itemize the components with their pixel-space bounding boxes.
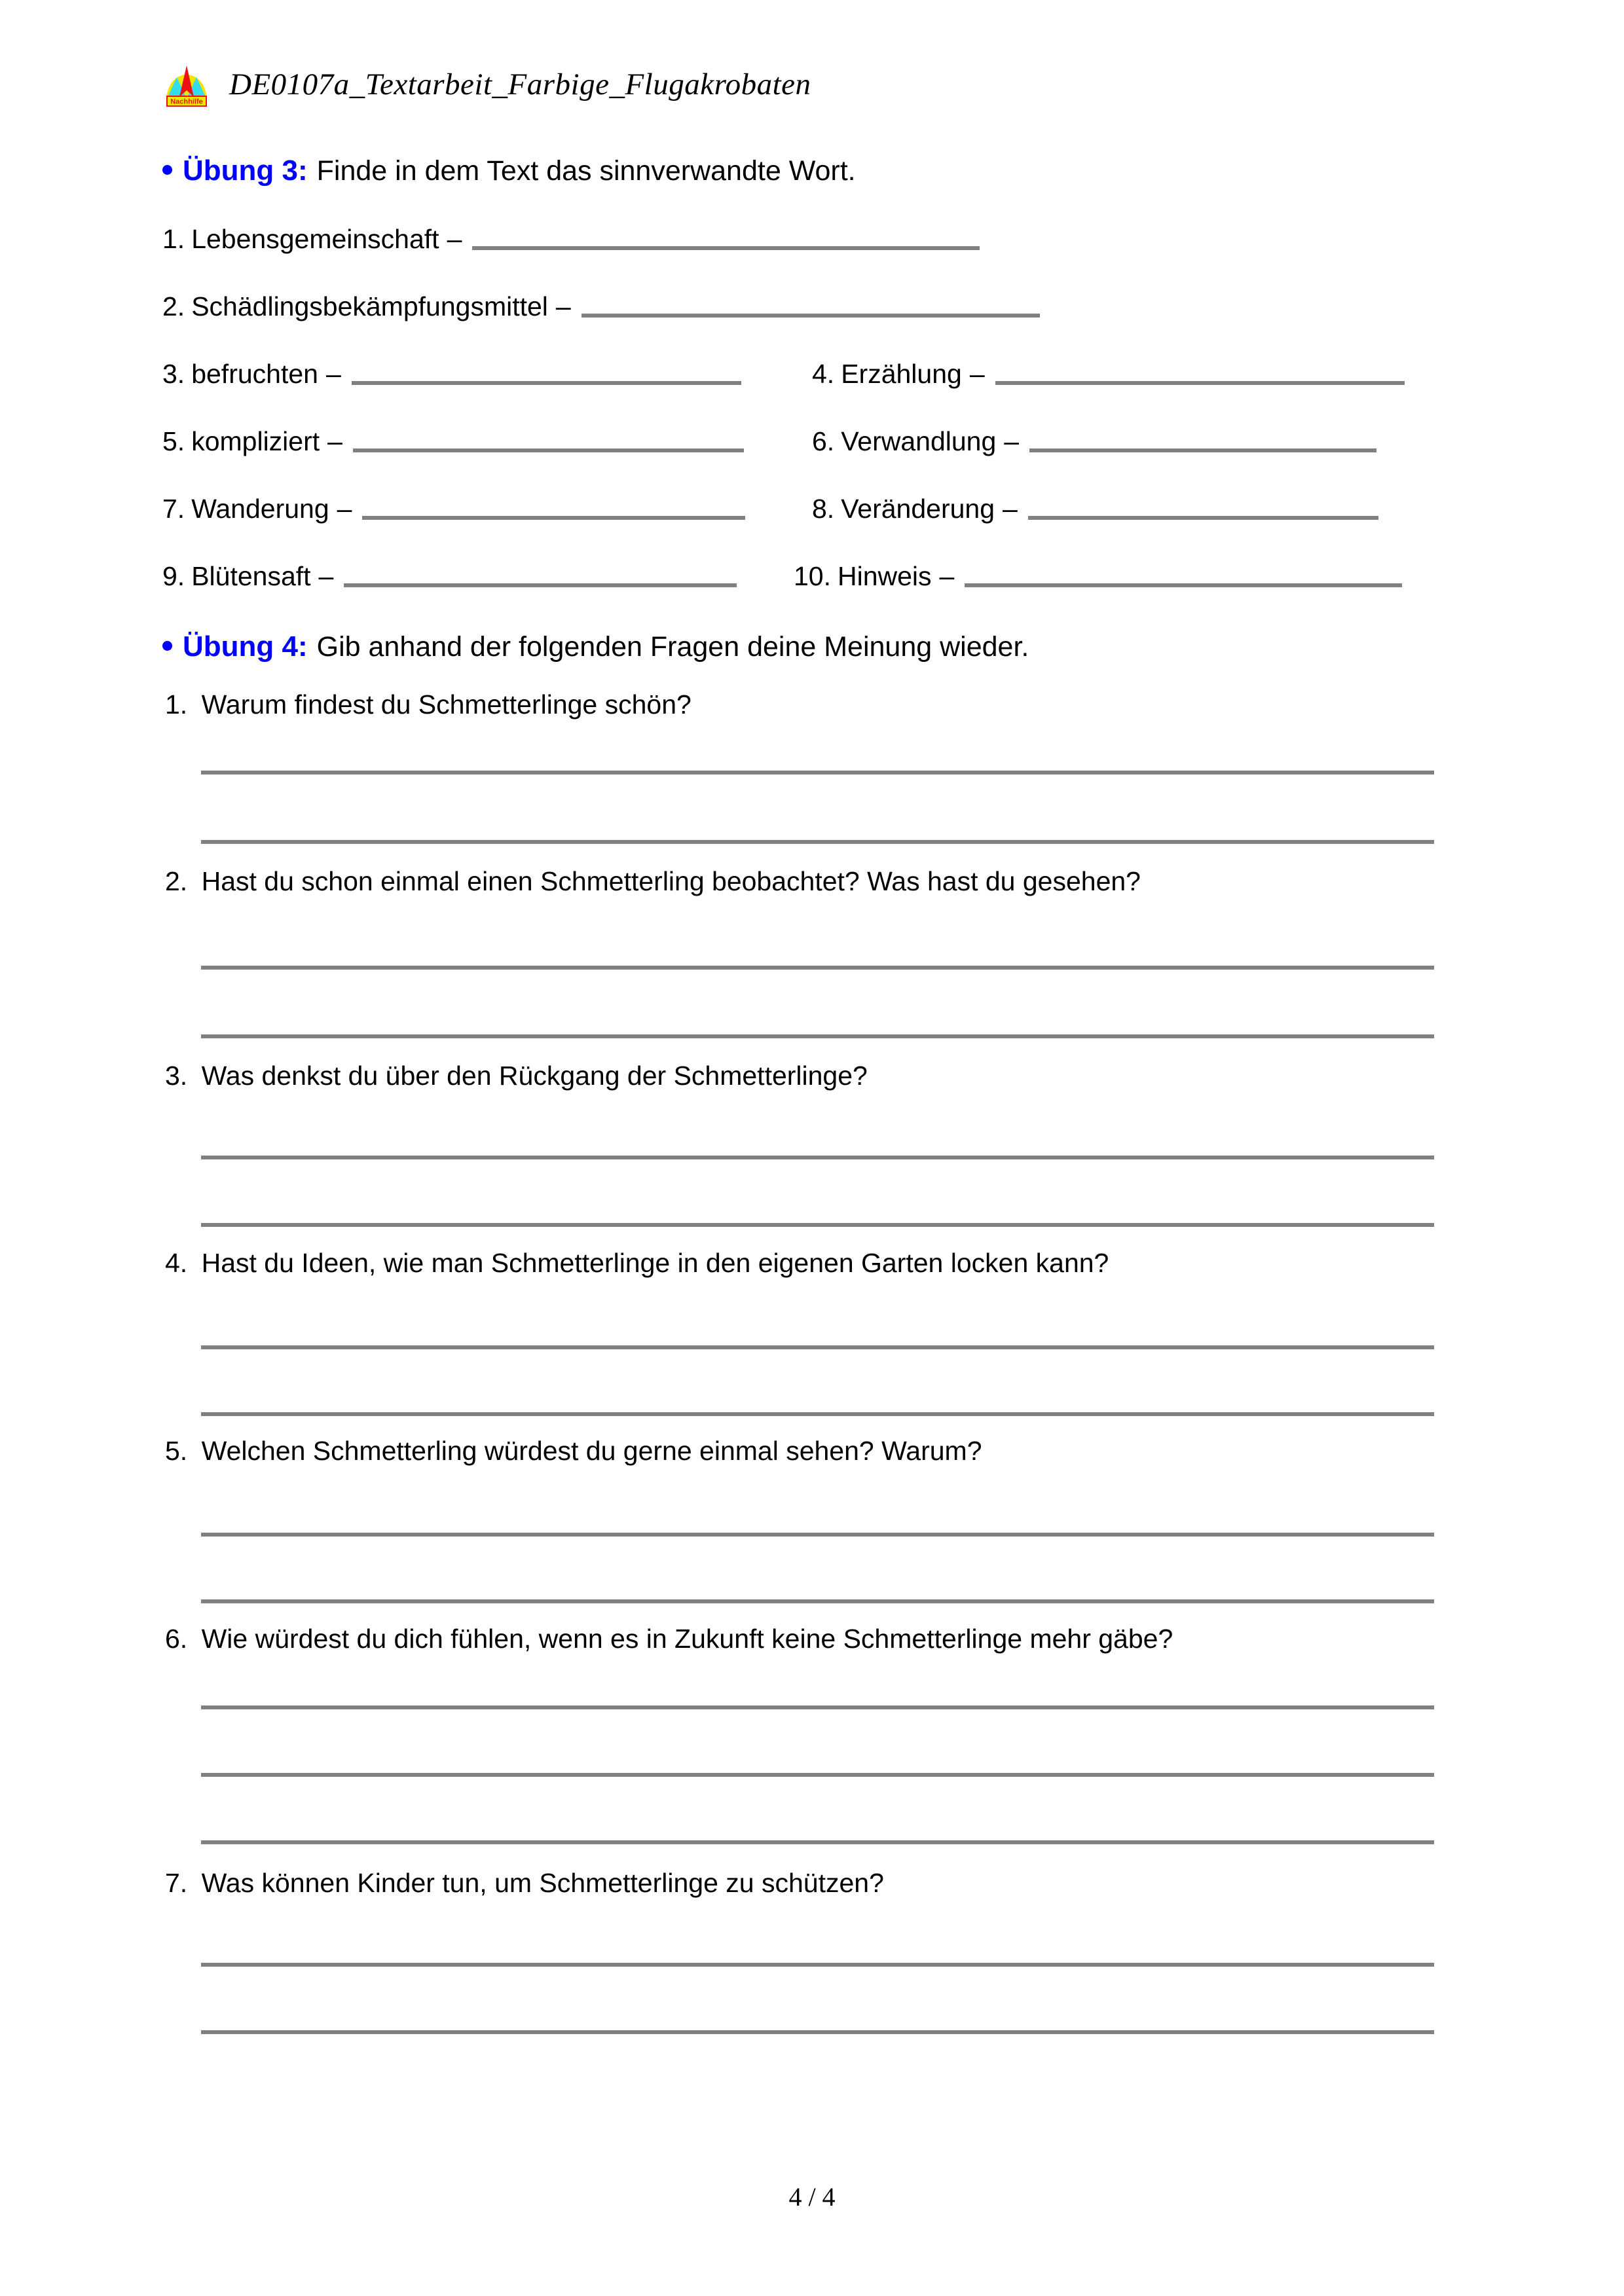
vocab-item-3-blank[interactable] [352,381,741,385]
vocab-item-6-number: 6. [812,426,835,456]
answer-line[interactable] [201,1223,1434,1227]
vocab-item-3-dash: – [325,359,341,389]
vocab-item-4-dash: – [969,359,985,389]
answer-line[interactable] [201,1412,1434,1416]
bullet-icon [162,641,172,651]
vocab-item-2-number: 2. [162,291,185,321]
vocab-item-3 [162,361,741,389]
question-1 [165,691,692,718]
vocab-item-4-number: 4. [812,359,835,389]
question-7-text: Was können Kinder tun, um Schmetterlinge zu schützen? [201,1868,884,1898]
vocab-item-1-dash: – [447,224,462,254]
vocab-item-9-blank[interactable] [344,583,737,587]
vocab-item-10-term: Hinweis [838,561,932,591]
answer-line[interactable] [201,1705,1434,1709]
question-5-text: Welchen Schmetterling würdest du gerne einmal sehen? Warum? [201,1436,982,1466]
vocab-item-6 [812,428,1376,456]
vocab-item-8-blank[interactable] [1028,516,1378,520]
question-4 [165,1250,1109,1277]
bullet-icon [162,165,172,175]
vocab-item-6-blank[interactable] [1029,448,1376,452]
question-2 [165,868,1141,895]
question-3-number: 3. [165,1061,188,1091]
nachhilfe-mountain-logo-icon [162,60,211,109]
vocab-item-7 [162,496,745,524]
logo-wordmark: Nachhilfe [170,98,203,106]
vocab-item-10 [794,563,1402,591]
answer-line[interactable] [201,1533,1434,1537]
exercise-3-heading [162,155,856,187]
vocab-item-7-number: 7. [162,494,185,524]
exercise-4-instruction: Gib anhand der folgenden Fragen deine Meinung wieder. [316,631,1029,663]
vocab-item-5-blank[interactable] [353,448,744,452]
vocab-item-9 [162,563,737,591]
vocab-item-7-dash: – [337,494,352,524]
vocab-item-8-term: Veränderung [841,494,995,524]
answer-line[interactable] [201,1599,1434,1603]
vocab-item-8-dash: – [1003,494,1018,524]
vocab-item-2-blank[interactable] [581,314,1040,318]
vocab-item-7-blank[interactable] [362,516,745,520]
vocab-item-2-dash: – [555,291,571,321]
vocab-item-4 [812,361,1405,389]
vocab-item-5 [162,428,744,456]
question-7 [165,1870,884,1897]
question-6-number: 6. [165,1624,188,1654]
vocab-item-4-blank[interactable] [995,381,1405,385]
question-5-number: 5. [165,1436,188,1466]
page-indicator: 4 / 4 [788,2182,836,2212]
vocab-item-2 [162,293,1040,321]
question-5 [165,1438,982,1465]
exercise-4-label: Übung 4: [183,630,308,663]
vocab-item-5-term: kompliziert [191,426,320,456]
page-footer [0,2181,1624,2212]
answer-line[interactable] [201,1840,1434,1844]
vocab-item-4-term: Erzählung [841,359,962,389]
document-header [162,60,811,109]
vocab-item-2-term: Schädlingsbekämpfungsmittel [191,291,548,321]
answer-line[interactable] [201,1773,1434,1777]
vocab-item-3-term: befruchten [191,359,318,389]
answer-line[interactable] [201,966,1434,970]
question-1-number: 1. [165,689,188,720]
vocab-item-8 [812,496,1378,524]
vocab-item-9-number: 9. [162,561,185,591]
question-1-text: Warum findest du Schmetterlinge schön? [201,689,692,720]
vocab-item-5-number: 5. [162,426,185,456]
vocab-item-6-dash: – [1004,426,1020,456]
question-6 [165,1626,1173,1652]
answer-line[interactable] [201,1034,1434,1038]
answer-line[interactable] [201,1345,1434,1349]
question-3 [165,1063,868,1089]
question-4-number: 4. [165,1248,188,1278]
answer-line[interactable] [201,1156,1434,1159]
vocab-item-1 [162,226,980,254]
question-4-text: Hast du Ideen, wie man Schmetterlinge in den eigenen Garten locken kann? [201,1248,1109,1278]
answer-line[interactable] [201,1963,1434,1967]
vocab-item-9-dash: – [318,561,334,591]
vocab-item-10-blank[interactable] [965,583,1402,587]
vocab-item-1-blank[interactable] [472,246,980,250]
vocab-item-5-dash: – [327,426,342,456]
vocab-item-1-term: Lebensgemeinschaft [191,224,439,254]
question-2-number: 2. [165,866,188,896]
answer-line[interactable] [201,840,1434,844]
vocab-item-6-term: Verwandlung [841,426,997,456]
question-3-text: Was denkst du über den Rückgang der Schmetterlinge? [201,1061,868,1091]
exercise-3-label: Übung 3: [183,155,308,187]
vocab-item-10-number: 10. [794,561,831,591]
answer-line[interactable] [201,2030,1434,2034]
question-6-text: Wie würdest du dich fühlen, wenn es in Zukunft keine Schmetterlinge mehr gäbe? [201,1624,1173,1654]
question-7-number: 7. [165,1868,188,1898]
answer-line[interactable] [201,771,1434,774]
vocab-item-3-number: 3. [162,359,185,389]
vocab-item-8-number: 8. [812,494,835,524]
document-title: DE0107a_Textarbeit_Farbige_Flugakrobaten [229,67,811,101]
question-2-text: Hast du schon einmal einen Schmetterling beobachtet? Was hast du gesehen? [201,866,1141,896]
exercise-4-heading [162,630,1029,663]
vocab-item-1-number: 1. [162,224,185,254]
vocab-item-10-dash: – [939,561,955,591]
vocab-item-9-term: Blütensaft [191,561,311,591]
vocab-item-7-term: Wanderung [191,494,329,524]
exercise-3-instruction: Finde in dem Text das sinnverwandte Wort. [316,155,856,187]
